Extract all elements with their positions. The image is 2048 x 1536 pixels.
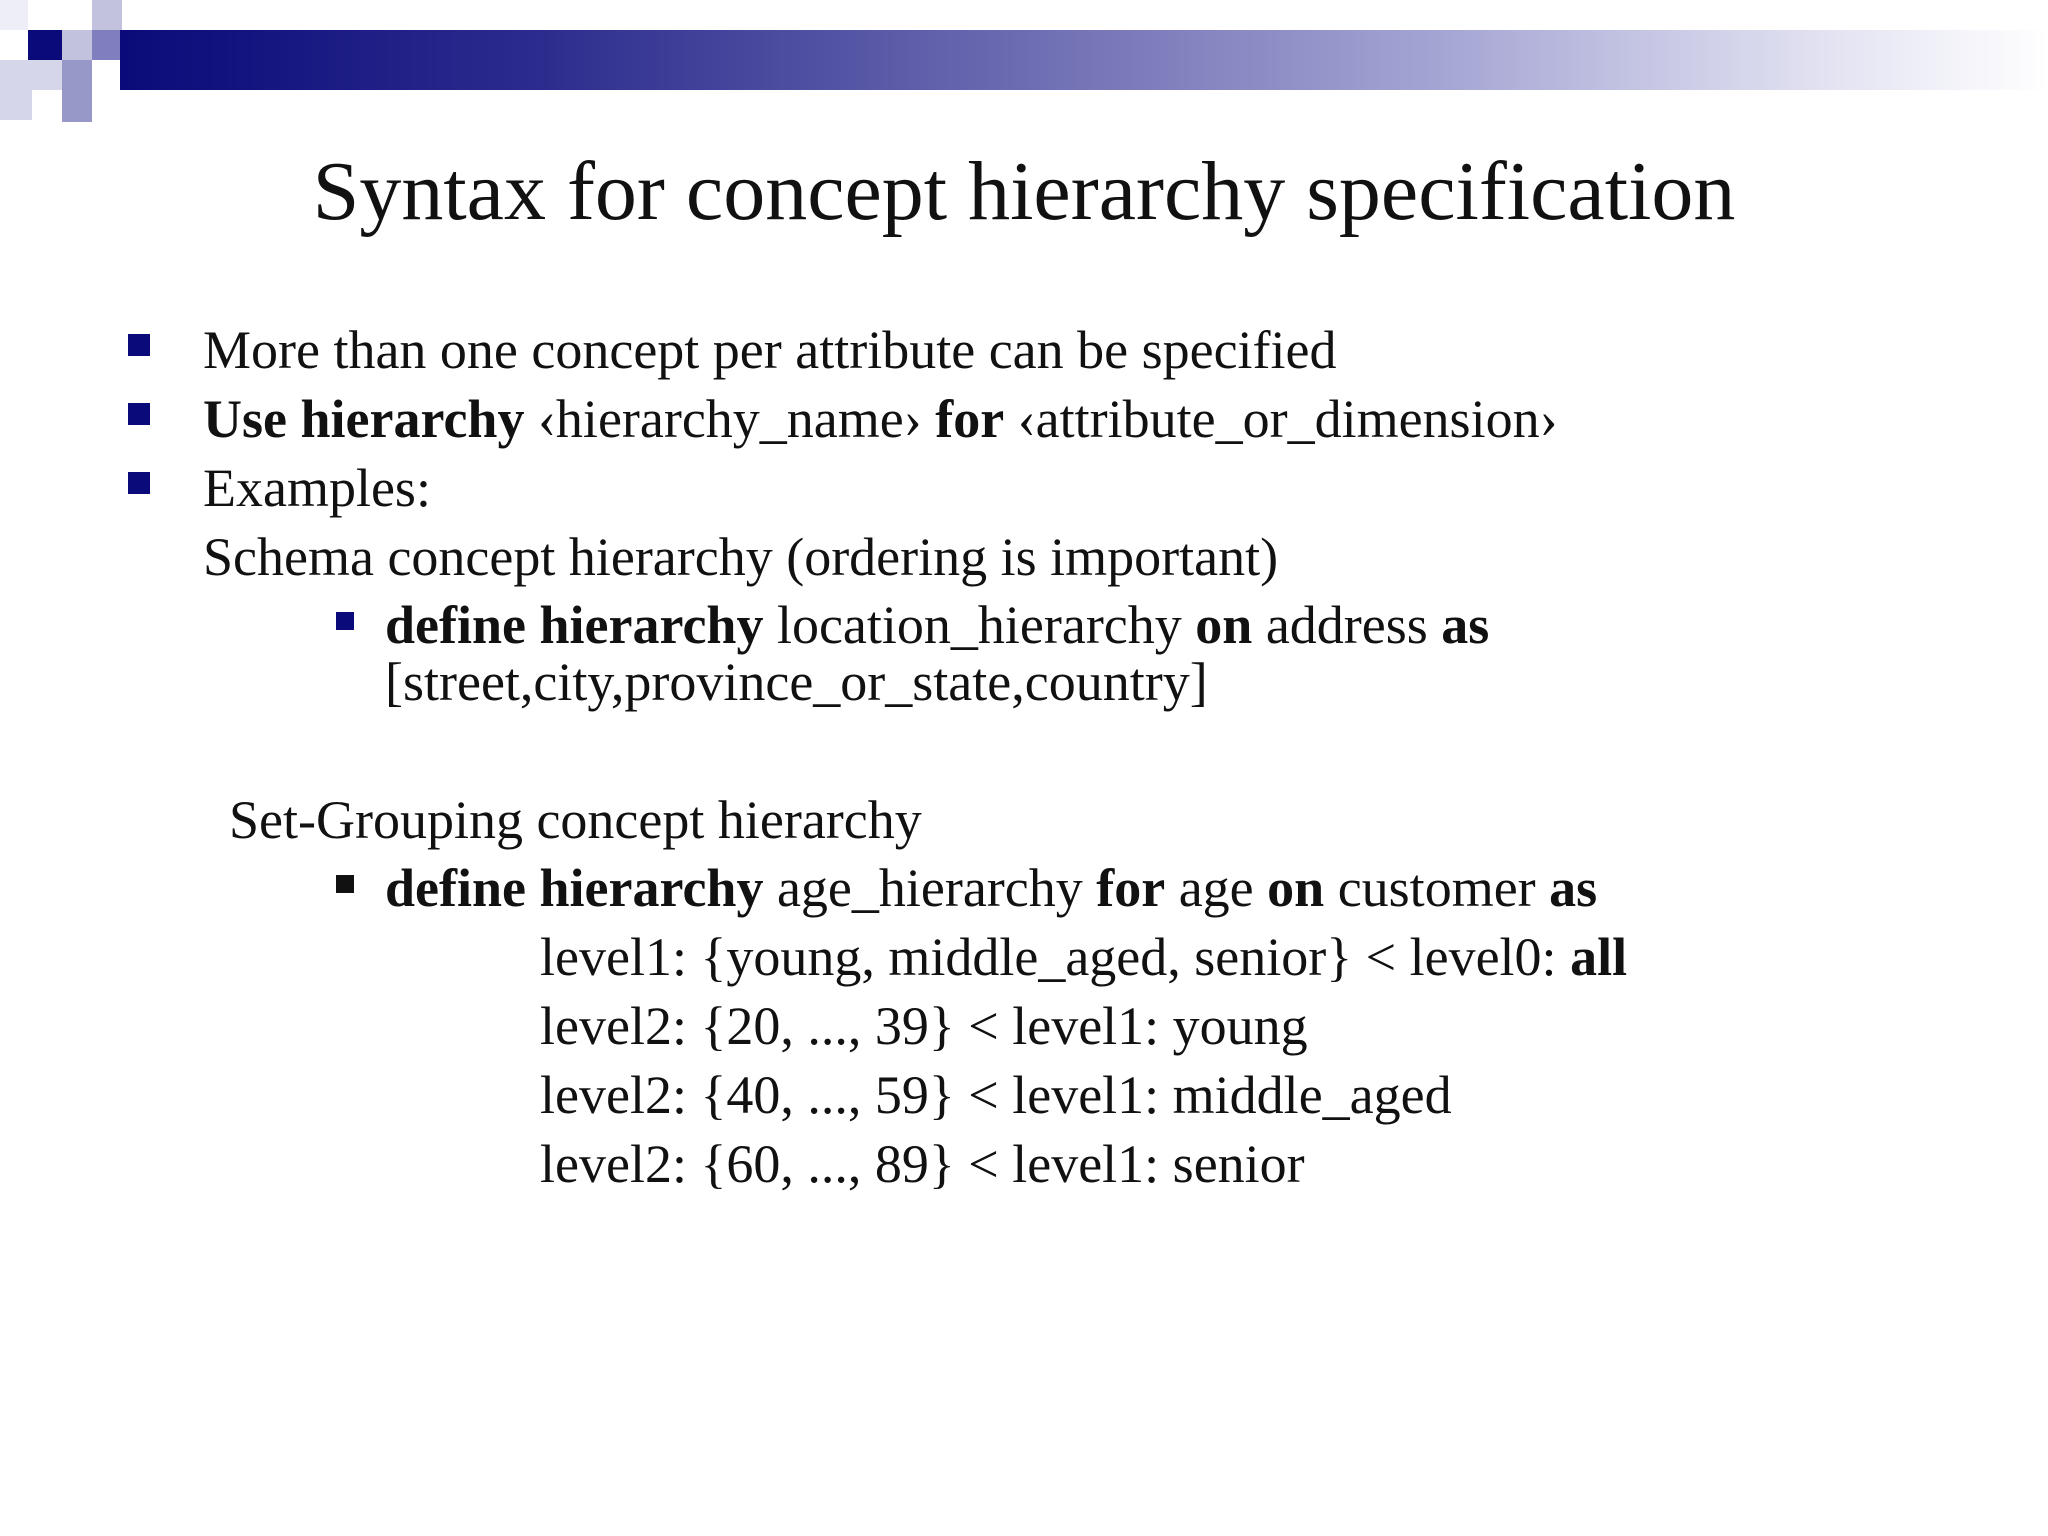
keyword: as: [1441, 595, 1490, 655]
square-sub-bullet-icon: [336, 875, 354, 893]
level2-line: level2: {60, ..., 89} < level1: senior: [540, 1134, 1305, 1194]
hierarchy-name: location_hierarchy: [763, 595, 1196, 655]
decor-square: [32, 60, 62, 90]
attr-name: age: [1165, 858, 1268, 918]
decor-square: [92, 30, 122, 60]
bullet-text: Examples:: [203, 458, 431, 518]
decor-square: [28, 30, 62, 60]
setgroup-heading: Set-Grouping concept hierarchy: [229, 790, 922, 850]
syntax-arg: ‹attribute_or_dimension›: [1004, 389, 1558, 449]
setgroup-define-line: [385, 856, 1597, 920]
keyword: all: [1570, 927, 1628, 987]
decor-square: [62, 90, 92, 122]
decor-square: [0, 60, 32, 120]
target-attr: address: [1252, 595, 1442, 655]
keyword: Use hierarchy: [203, 389, 525, 449]
hierarchy-name: age_hierarchy: [763, 858, 1097, 918]
decor-square: [0, 0, 28, 30]
header-gradient-band: [120, 30, 2048, 90]
target-attr: customer: [1324, 858, 1550, 918]
level2-line: level2: {40, ..., 59} < level1: middle_aged: [540, 1065, 1452, 1125]
keyword: for: [1096, 858, 1166, 918]
keyword: on: [1195, 595, 1253, 655]
square-sub-bullet-icon: [336, 612, 354, 630]
slide-title: Syntax for concept hierarchy specification: [312, 145, 1736, 238]
decor-square: [92, 0, 122, 30]
keyword: on: [1267, 858, 1325, 918]
bullet-syntax-line: [203, 387, 1558, 451]
keyword: as: [1549, 858, 1598, 918]
syntax-arg: ‹hierarchy_name›: [524, 389, 936, 449]
level2-line: level2: {20, ..., 39} < level1: young: [540, 996, 1308, 1056]
square-bullet-icon: [128, 334, 150, 356]
level-text: level1: {young, middle_aged, senior} < level0:: [540, 927, 1571, 987]
keyword: define hierarchy: [385, 858, 764, 918]
keyword: for: [935, 389, 1005, 449]
schema-levels: [street,city,province_or_state,country]: [385, 652, 1208, 712]
square-bullet-icon: [128, 472, 150, 494]
level1-line: [540, 925, 1627, 989]
schema-heading: Schema concept hierarchy (ordering is important): [203, 527, 1279, 587]
decor-square: [62, 30, 92, 60]
keyword: define hierarchy: [385, 595, 764, 655]
bullet-text: More than one concept per attribute can be specified: [203, 320, 1337, 380]
decor-square: [62, 60, 92, 90]
schema-define-line: [385, 593, 1489, 657]
square-bullet-icon: [128, 403, 150, 425]
